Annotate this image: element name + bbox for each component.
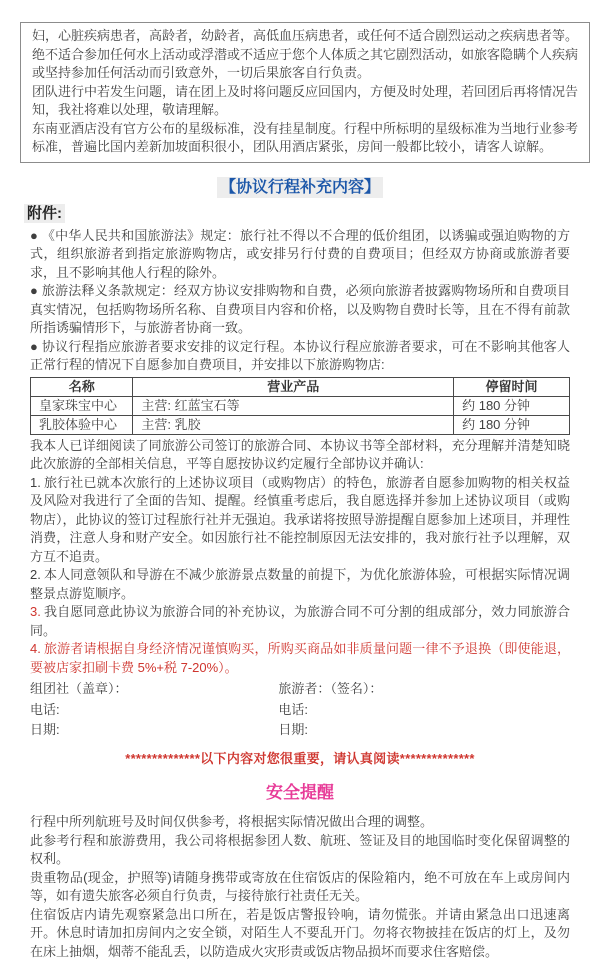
item-text: 我自愿同意此协议为旅游合同的补充协议，为旅游合同不可分割的组成部分，效力同旅游合同。 — [30, 604, 570, 638]
law-bullet-item: ● 旅游法释义条款规定：经双方协议安排购物和自费，必须向旅游者披露购物场所和自费项目真实情况，包括购物场所名称、自费项目内容和价格，以及购物自费时长等，且在不得有前款所指诱骗情形下，与旅游者协商一致。 — [30, 282, 570, 338]
tourist-phone-label: 电话: — [278, 700, 308, 720]
organizer-seal-label: 组团社（盖章）： — [30, 679, 278, 699]
notice-paragraph: 妇，心脏疾病患者，高龄者，幼龄者，高低血压病患者，或任何不适合剧烈运动之疾病患者等。绝不适合参加任何水上活动或浮潜或不适应于您个人体质之其它剧烈活动，如旅客隐瞒个人疾病或坚持参加任何活动而引致意外，一切后果旅客自行负责。 — [32, 27, 578, 83]
organizer-phone-label: 电话: — [30, 700, 278, 720]
safety-reminder-title: 安全提醒 — [30, 782, 570, 804]
signature-row — [30, 679, 570, 699]
notice-paragraph: 东南亚酒店没有官方公布的星级标准，没有挂星制度。行程中所标明的星级标准为当地行业参考标准，普遍比国内差新加坡面积很小，团队用酒店紧张，房间一般都比较小，请客人谅解。 — [32, 120, 578, 157]
notice-paragraph: 团队进行中若发生问题，请在团上及时将问题反应回国内，方便及时处理，若回团后再将情况告知，我社将难以处理，敬请理解。 — [32, 83, 578, 120]
column-header-products: 营业产品 — [133, 377, 454, 396]
tourist-date-label: 日期: — [278, 720, 308, 740]
column-header-duration: 停留时间 — [454, 377, 570, 396]
shop-name-cell: 乳胶体验中心 — [31, 415, 133, 434]
item-number: 4. — [30, 641, 41, 656]
item-text: 旅行社已就本次旅行的上述协议项目（或购物店）的特色，旅游者自愿参加购物的相关权益及风险对我进行了全面的告知、提醒。经慎重考虑后，我自愿选择并参加上述协议项目（或购物店），此协议的签订过程旅行社并无强迫。我承诺将按照导游提醒自愿参加上述项目，并理性消费，注意人身和财产安全。如因旅行社不能控制原因无法安排的，我对旅行社予以理解，双方互不追责。 — [30, 475, 570, 564]
shop-duration-cell: 约 180 分钟 — [454, 396, 570, 415]
column-header-name: 名称 — [31, 377, 133, 396]
item-number: 1. — [30, 475, 41, 490]
item-text: 本人同意领队和导游在不减少旅游景点数量的前提下，为优化旅游体验，可根据实际情况调整景点游览顺序。 — [30, 567, 570, 601]
safety-paragraph: 行程中所列航班号及时间仅供参考，将根据实际情况做出合理的调整。 — [30, 813, 570, 832]
item-number: 2. — [30, 567, 41, 582]
agreement-item-1 — [30, 474, 570, 567]
shop-products-cell: 主营: 红蓝宝石等 — [133, 396, 454, 415]
safety-paragraph: 贵重物品(现金，护照等)请随身携带或寄放在住宿饭店的保险箱内，绝不可放在车上或房间内等，如有遗失旅客必须自行负责，与接待旅行社责任无关。 — [30, 869, 570, 906]
signature-block — [30, 679, 570, 740]
shop-products-cell: 主营: 乳胶 — [133, 415, 454, 434]
item-text: 旅游者请根据自身经济情况谨慎购买，所购买商品如非质量问题一律不予退换（即使能退，要被店家扣刷卡费 5%+税 7-20%）。 — [30, 641, 570, 675]
health-notice-box — [20, 22, 590, 163]
attachment-row — [24, 203, 570, 224]
main-content — [0, 177, 600, 961]
supplement-title: 【协议行程补充内容】 — [217, 177, 383, 198]
agreement-item-2 — [30, 566, 570, 603]
document-page — [0, 22, 600, 871]
shopping-stores-table — [30, 377, 570, 435]
table-row — [31, 415, 570, 434]
tourist-sign-label: 旅游者：（签名）： — [278, 679, 382, 699]
safety-paragraph: 此参考行程和旅游费用，我公司将根据参团人数、航班、签证及目的地国临时变化保留调整的权利。 — [30, 832, 570, 869]
important-notice-line: **************以下内容对您很重要，请认真阅读************** — [30, 750, 570, 769]
attachment-label: 附件: — [24, 204, 65, 223]
law-bullet-item: ● 《中华人民共和国旅游法》规定：旅行社不得以不合理的低价组团，以诱骗或强迫购物的方式，组织旅游者到指定旅游购物店，或安排另行付费的自费项目；但经双方协商或旅游者要求，且不影响其他人行程的除外。 — [30, 227, 570, 283]
shop-name-cell: 皇家珠宝中心 — [31, 396, 133, 415]
agreement-item-3 — [30, 603, 570, 640]
organizer-date-label: 日期: — [30, 720, 278, 740]
supplement-title-row — [30, 177, 570, 198]
table-header-row — [31, 377, 570, 396]
shop-duration-cell: 约 180 分钟 — [454, 415, 570, 434]
item-number: 3. — [30, 604, 41, 619]
confirmation-intro: 我本人已详细阅读了同旅游公司签订的旅游合同、本协议书等全部材料，充分理解并清楚知晓此次旅游的全部相关信息，平等自愿按协议约定履行全部协议并确认: — [30, 437, 570, 474]
safety-paragraph: 住宿饭店内请先观察紧急出口所在，若是饭店警报铃响，请勿慌张。并请由紧急出口迅速离开。休息时请加扣房间内之安全锁，对陌生人不要乱开门。勿将衣物披挂在饭店的灯上，及勿在床上抽烟，烟蒂不能乱丢，以防造成火灾形责或饭店物品损坏而要求住客赔偿。 — [30, 906, 570, 961]
agreement-item-4 — [30, 640, 570, 677]
table-row — [31, 396, 570, 415]
date-row — [30, 720, 570, 740]
phone-row — [30, 700, 570, 720]
law-bullet-item: ● 协议行程指应旅游者要求安排的议定行程。本协议行程应旅游者要求，可在不影响其他客人正常行程的情况下自愿参加自费项目，并安排以下旅游购物店: — [30, 338, 570, 375]
